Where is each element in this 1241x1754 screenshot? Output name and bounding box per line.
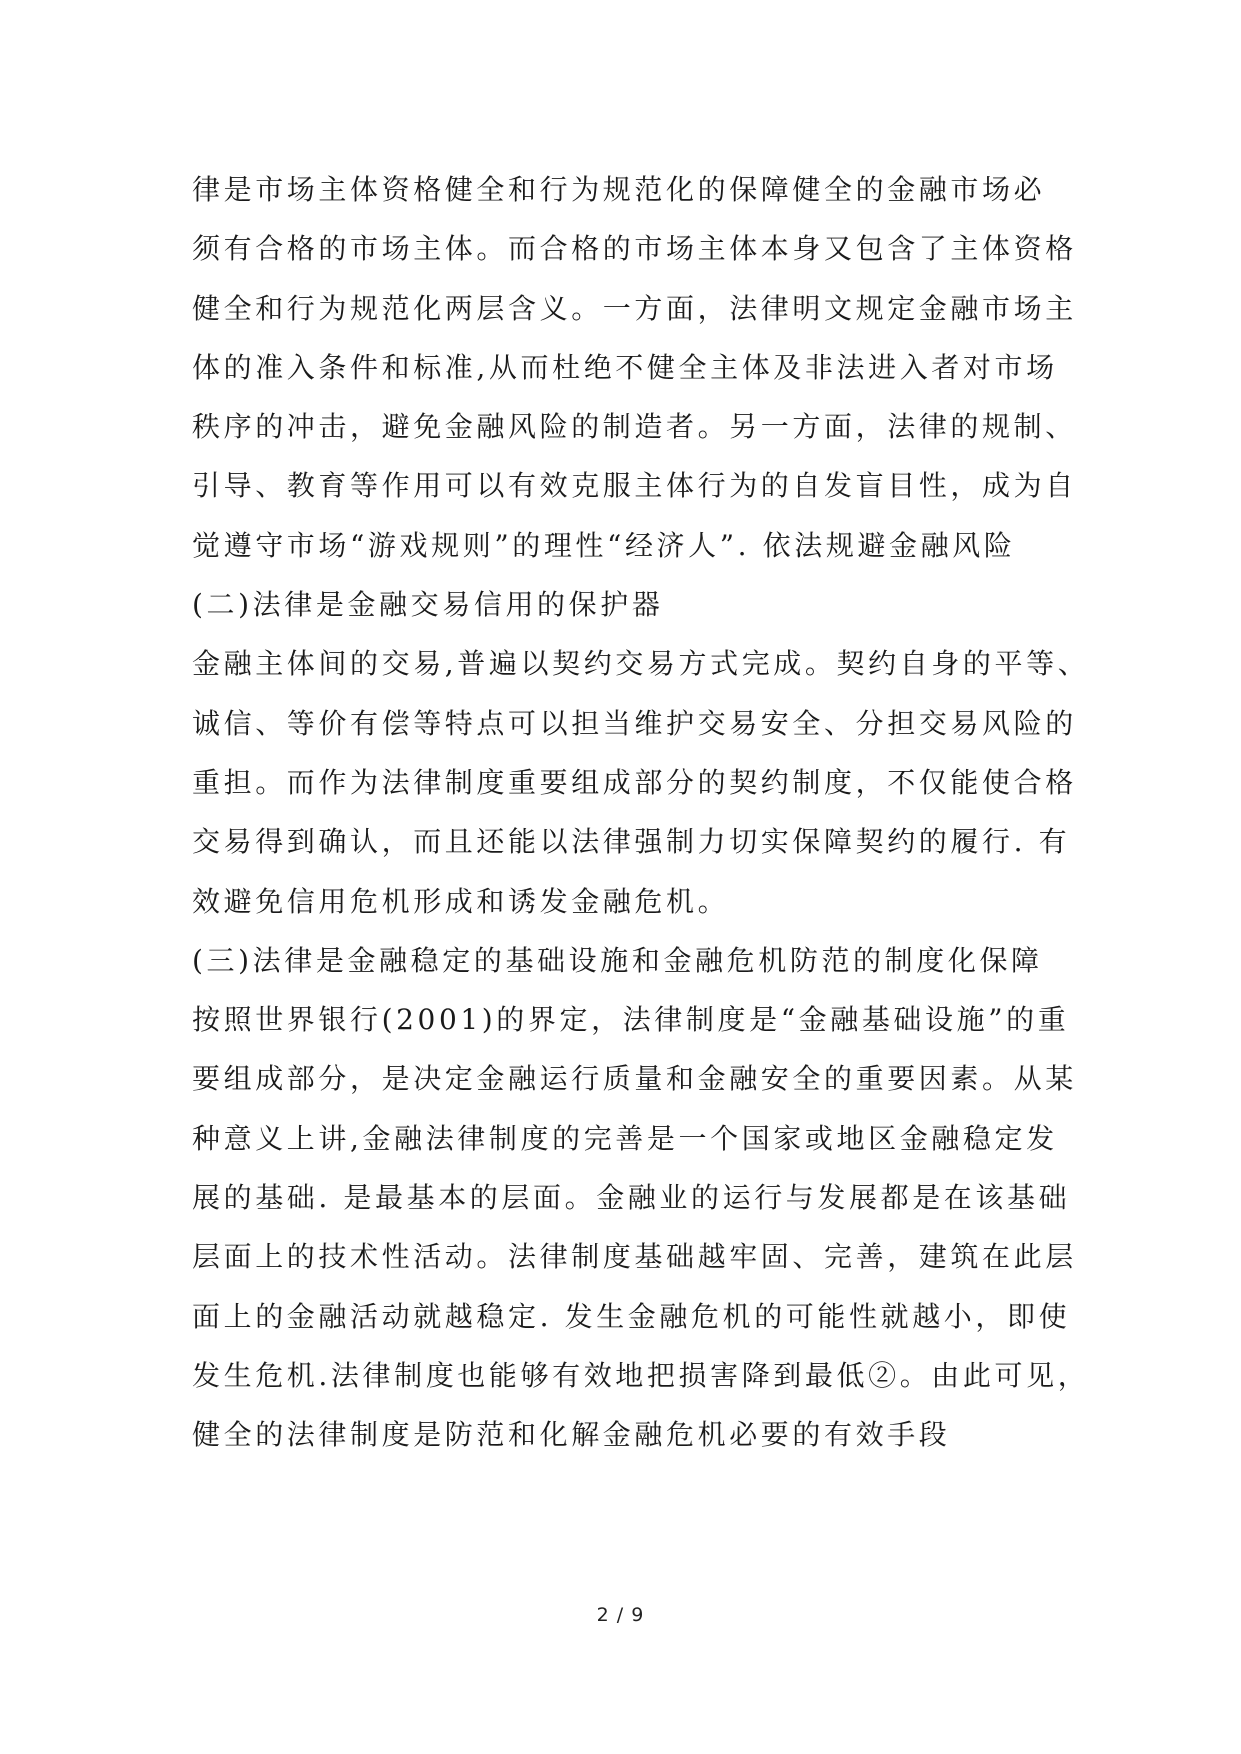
text-line: 诚信、等价有偿等特点可以担当维护交易安全、分担交易风险的 xyxy=(192,706,1077,740)
text-line: 效避免信用危机形成和诱发金融危机。 xyxy=(192,884,730,918)
text-line: 种意义上讲,金融法律制度的完善是一个国家或地区金融稳定发 xyxy=(192,1121,1058,1155)
body-text xyxy=(192,160,1090,1465)
text-line: 引导、教育等作用可以有效克服主体行为的自发盲目性，成为自 xyxy=(192,469,1077,503)
text-line: 发生危机.法律制度也能够有效地把损害降到最低②。由此可见， xyxy=(192,1358,1090,1392)
section-heading-3: (三)法律是金融稳定的基础设施和金融危机防范的制度化保障 xyxy=(192,943,1043,977)
section-heading-2: (二)法律是金融交易信用的保护器 xyxy=(192,588,664,622)
text-line: 要组成部分，是决定金融运行质量和金融安全的重要因素。从某 xyxy=(192,1062,1077,1096)
text-line: 须有合格的市场主体。而合格的市场主体本身又包含了主体资格 xyxy=(192,232,1077,266)
text-line: 体的准入条件和标准,从而杜绝不健全主体及非法进入者对市场 xyxy=(192,350,1058,384)
text-line: 交易得到确认，而且还能以法律强制力切实保障契约的履行. 有 xyxy=(192,825,1071,859)
text-line: 重担。而作为法律制度重要组成部分的契约制度，不仅能使合格 xyxy=(192,765,1077,799)
text-line: 健全和行为规范化两层含义。一方面，法律明文规定金融市场主 xyxy=(192,291,1077,325)
text-line: 面上的金融活动就越稳定. 发生金融危机的可能性就越小，即使 xyxy=(192,1299,1071,1333)
text-line: 展的基础. 是最基本的层面。金融业的运行与发展都是在该基础 xyxy=(192,1181,1071,1215)
page-number: 2 / 9 xyxy=(596,1604,645,1626)
text-line: 层面上的技术性活动。法律制度基础越牢固、完善，建筑在此层 xyxy=(192,1240,1077,1274)
text-line: 健全的法律制度是防范和化解金融危机必要的有效手段 xyxy=(192,1418,951,1452)
text-line: 觉遵守市场“游戏规则”的理性“经济人”. 依法规避金融风险 xyxy=(192,528,1016,562)
text-line: 律是市场主体资格健全和行为规范化的保障健全的金融市场必 xyxy=(192,173,1046,206)
text-line: 按照世界银行(2001)的界定，法律制度是“金融基础设施”的重 xyxy=(192,1003,1070,1037)
text-line: 金融主体间的交易,普遍以契约交易方式完成。契约自身的平等、 xyxy=(192,647,1090,681)
text-line: 秩序的冲击，避免金融风险的制造者。另一方面，法律的规制、 xyxy=(192,410,1077,444)
